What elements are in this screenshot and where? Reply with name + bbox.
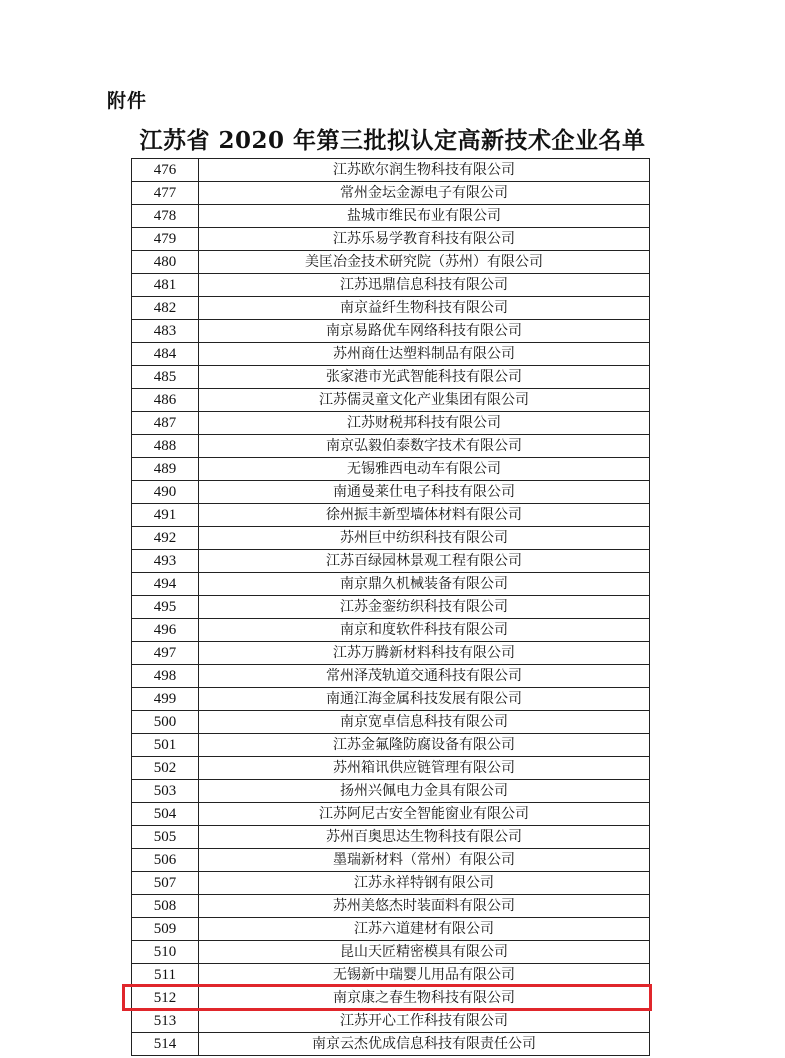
row-number-cell: 494 <box>132 573 199 596</box>
table-row <box>132 941 650 964</box>
row-number-cell: 501 <box>132 734 199 757</box>
row-number-cell: 484 <box>132 343 199 366</box>
row-number-cell: 482 <box>132 297 199 320</box>
table-row <box>132 159 650 182</box>
table-row <box>132 596 650 619</box>
company-name-cell: 南京宽卓信息科技有限公司 <box>199 711 650 734</box>
row-number-cell: 496 <box>132 619 199 642</box>
row-number-cell: 485 <box>132 366 199 389</box>
table-row <box>132 964 650 987</box>
row-number-cell: 479 <box>132 228 199 251</box>
table-row <box>132 1010 650 1033</box>
table-row <box>132 435 650 458</box>
company-name-cell: 江苏金氟隆防腐设备有限公司 <box>199 734 650 757</box>
company-name-cell: 南通江海金属科技发展有限公司 <box>199 688 650 711</box>
company-name-cell: 江苏开心工作科技有限公司 <box>199 1010 650 1033</box>
table-row <box>132 826 650 849</box>
table-row <box>132 803 650 826</box>
row-number-cell: 480 <box>132 251 199 274</box>
row-number-cell: 483 <box>132 320 199 343</box>
row-number-cell: 502 <box>132 757 199 780</box>
table-row <box>132 780 650 803</box>
company-name-cell: 美匡冶金技术研究院（苏州）有限公司 <box>199 251 650 274</box>
table-row <box>132 228 650 251</box>
row-number-cell: 507 <box>132 872 199 895</box>
row-number-cell: 492 <box>132 527 199 550</box>
table-row <box>132 711 650 734</box>
annex-label: 附件 <box>107 90 148 112</box>
table-row <box>132 665 650 688</box>
company-name-cell: 常州金坛金源电子有限公司 <box>199 182 650 205</box>
company-name-cell: 无锡新中瑞婴儿用品有限公司 <box>199 964 650 987</box>
company-name-cell: 江苏百绿园林景观工程有限公司 <box>199 550 650 573</box>
row-number-cell: 487 <box>132 412 199 435</box>
row-number-cell: 514 <box>132 1033 199 1056</box>
company-name-cell: 江苏财税邦科技有限公司 <box>199 412 650 435</box>
company-name-cell: 江苏儒灵童文化产业集团有限公司 <box>199 389 650 412</box>
table-row <box>132 458 650 481</box>
row-number-cell: 490 <box>132 481 199 504</box>
table-row <box>132 389 650 412</box>
enterprise-list-table <box>131 158 650 1056</box>
row-number-cell: 486 <box>132 389 199 412</box>
row-number-cell: 476 <box>132 159 199 182</box>
company-name-cell: 常州泽茂轨道交通科技有限公司 <box>199 665 650 688</box>
row-number-cell: 508 <box>132 895 199 918</box>
table-row <box>132 527 650 550</box>
company-name-cell: 无锡雅西电动车有限公司 <box>199 458 650 481</box>
table-row <box>132 688 650 711</box>
company-name-cell: 墨瑞新材料（常州）有限公司 <box>199 849 650 872</box>
table-row <box>132 366 650 389</box>
table-row <box>132 251 650 274</box>
table-row <box>132 550 650 573</box>
row-number-cell: 493 <box>132 550 199 573</box>
row-number-cell: 503 <box>132 780 199 803</box>
company-name-cell: 南京和度软件科技有限公司 <box>199 619 650 642</box>
company-name-cell: 苏州商仕达塑料制品有限公司 <box>199 343 650 366</box>
company-name-cell: 江苏六道建材有限公司 <box>199 918 650 941</box>
company-name-cell: 徐州振丰新型墙体材料有限公司 <box>199 504 650 527</box>
row-number-cell: 505 <box>132 826 199 849</box>
company-name-cell: 江苏金銮纺织科技有限公司 <box>199 596 650 619</box>
table-row <box>132 619 650 642</box>
row-number-cell: 510 <box>132 941 199 964</box>
company-name-cell: 南京云杰优成信息科技有限责任公司 <box>199 1033 650 1056</box>
company-name-cell: 昆山天匠精密模具有限公司 <box>199 941 650 964</box>
row-number-cell: 498 <box>132 665 199 688</box>
table-row <box>132 849 650 872</box>
table-row <box>132 412 650 435</box>
table-row <box>132 872 650 895</box>
table-row <box>132 320 650 343</box>
table-row <box>132 297 650 320</box>
row-number-cell: 512 <box>132 987 199 1010</box>
company-name-cell: 南京益纤生物科技有限公司 <box>199 297 650 320</box>
company-name-cell: 苏州百奥思达生物科技有限公司 <box>199 826 650 849</box>
company-name-cell: 江苏万腾新材料科技有限公司 <box>199 642 650 665</box>
company-name-cell: 江苏乐易学教育科技有限公司 <box>199 228 650 251</box>
row-number-cell: 481 <box>132 274 199 297</box>
table-row <box>132 757 650 780</box>
document-title: 江苏省 2020 年第三批拟认定高新技术企业名单 <box>139 127 646 154</box>
row-number-cell: 511 <box>132 964 199 987</box>
table-row <box>132 895 650 918</box>
row-number-cell: 506 <box>132 849 199 872</box>
row-number-cell: 499 <box>132 688 199 711</box>
table-row <box>132 343 650 366</box>
company-name-cell: 南京弘毅伯泰数字技术有限公司 <box>199 435 650 458</box>
table-row <box>132 987 650 1010</box>
company-name-cell: 苏州美悠杰时装面料有限公司 <box>199 895 650 918</box>
company-name-cell: 苏州箱讯供应链管理有限公司 <box>199 757 650 780</box>
table-row <box>132 182 650 205</box>
company-name-cell: 南京鼎久机械装备有限公司 <box>199 573 650 596</box>
company-name-cell: 江苏欧尔润生物科技有限公司 <box>199 159 650 182</box>
table-row <box>132 918 650 941</box>
company-name-cell: 南通曼莱仕电子科技有限公司 <box>199 481 650 504</box>
table-row <box>132 274 650 297</box>
row-number-cell: 491 <box>132 504 199 527</box>
enterprise-list-body <box>132 159 650 1056</box>
company-name-cell: 扬州兴佩电力金具有限公司 <box>199 780 650 803</box>
company-name-cell: 南京易路优车网络科技有限公司 <box>199 320 650 343</box>
table-row <box>132 504 650 527</box>
table-row <box>132 573 650 596</box>
company-name-cell: 南京康之春生物科技有限公司 <box>199 987 650 1010</box>
row-number-cell: 500 <box>132 711 199 734</box>
table-row <box>132 481 650 504</box>
table-row <box>132 205 650 228</box>
company-name-cell: 江苏迅鼎信息科技有限公司 <box>199 274 650 297</box>
row-number-cell: 504 <box>132 803 199 826</box>
row-number-cell: 495 <box>132 596 199 619</box>
table-row <box>132 734 650 757</box>
table-row <box>132 642 650 665</box>
row-number-cell: 477 <box>132 182 199 205</box>
company-name-cell: 盐城市维民布业有限公司 <box>199 205 650 228</box>
company-name-cell: 苏州巨中纺织科技有限公司 <box>199 527 650 550</box>
table-row <box>132 1033 650 1056</box>
row-number-cell: 489 <box>132 458 199 481</box>
row-number-cell: 488 <box>132 435 199 458</box>
company-name-cell: 江苏阿尼古安全智能窗业有限公司 <box>199 803 650 826</box>
row-number-cell: 509 <box>132 918 199 941</box>
row-number-cell: 478 <box>132 205 199 228</box>
row-number-cell: 497 <box>132 642 199 665</box>
company-name-cell: 张家港市光武智能科技有限公司 <box>199 366 650 389</box>
company-name-cell: 江苏永祥特钢有限公司 <box>199 872 650 895</box>
row-number-cell: 513 <box>132 1010 199 1033</box>
